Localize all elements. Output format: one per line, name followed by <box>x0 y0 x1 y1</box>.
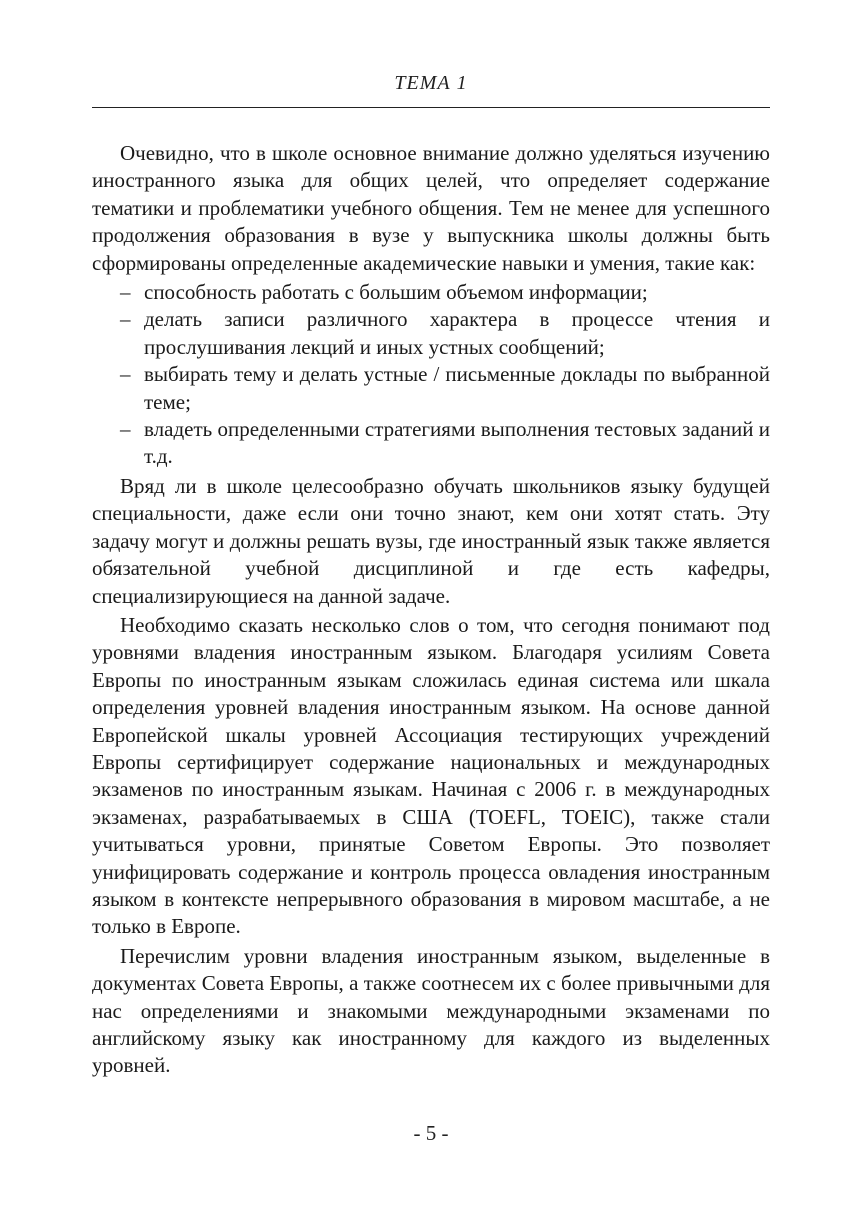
list-dash: – <box>120 362 131 387</box>
skills-list <box>92 279 770 471</box>
list-item-text: выбирать тему и делать устные / письменные доклады по выбранной теме; <box>144 362 770 414</box>
paragraph-levels-list-intro: Перечислим уровни владения иностранным языком, выделенные в документах Совета Европы, а также соотнесем их с более привычными для нас определениями и знакомыми международными экзаменами по английскому языку как иностранному для каждого из выделенных уровней. <box>92 943 770 1078</box>
list-item <box>92 416 770 471</box>
list-item-text: способность работать с большим объемом информации; <box>144 280 648 305</box>
list-item-text: владеть определенными стратегиями выполнения тестовых заданий и т.д. <box>144 417 770 469</box>
page-number: - 5 - <box>413 1121 449 1145</box>
list-item <box>92 279 770 306</box>
list-item <box>92 361 770 416</box>
list-item-text: делать записи различного характера в процессе чтения и прослушивания лекций и иных устных сообщений; <box>144 307 770 359</box>
paragraph-proficiency-levels: Необходимо сказать несколько слов о том, что сегодня понимают под уровнями владения иностранным языком. Благодаря усилиям Совета Европы по иностранным языкам сложилась единая система или шкала определения уровней владения иностранным языком. На основе данной Европейской шкалы уровней Ассоциация тестирующих учреждений Европы сертифицирует содержание национальных и международных экзаменов по иностранным языкам. Начиная с 2006 г. в международных экзаменах, разрабатываемых в США (TOEFL, TOEIC), также стали учитываться уровни, принятые Советом Европы. Это позволяет унифицировать содержание и контроль процесса овладения иностранным языком в контексте непрерывного образования в мировом масштабе, а не только в Европе. <box>92 612 770 939</box>
body-text <box>92 140 770 1082</box>
running-head-title: ТЕМА 1 <box>394 72 468 94</box>
paragraph-intro: Очевидно, что в школе основное внимание должно уделяться изучению иностранного языка для общих целей, что определяет содержание тематики и проблематики учебного общения. Тем не менее для успешного продолжения образования в вузе у выпускника школы должны быть сформированы определенные академические навыки и умения, такие как: <box>92 141 770 275</box>
list-item <box>92 306 770 361</box>
paragraph-school-specialty: Вряд ли в школе целесообразно обучать школьников языку будущей специальности, даже если они точно знают, кем они хотят стать. Эту задачу могут и должны решать вузы, где иностранный язык также является обязательной учебной дисциплиной и где есть кафедры, специализирующиеся на данной задаче. <box>92 473 770 608</box>
list-dash: – <box>120 280 131 305</box>
header-rule <box>92 107 770 108</box>
list-dash: – <box>120 307 131 332</box>
list-dash: – <box>120 417 131 442</box>
